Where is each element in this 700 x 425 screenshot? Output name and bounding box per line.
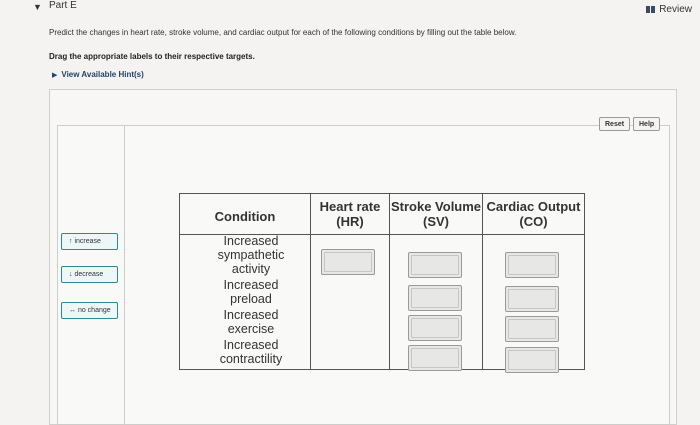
arrow-up-icon: ↑	[69, 238, 73, 245]
drop-target-co[interactable]	[505, 252, 559, 278]
label-decrease[interactable]	[61, 266, 118, 283]
part-title: Part E	[49, 0, 77, 11]
header-cardiac-output: Cardiac Output (CO)	[486, 199, 581, 229]
hints-label: View Available Hint(s)	[61, 70, 144, 79]
review-link[interactable]	[646, 4, 692, 15]
caret-right-icon: ▶	[52, 71, 58, 79]
drop-target-sv[interactable]	[408, 315, 462, 341]
help-button[interactable]: Help	[633, 117, 660, 131]
view-hints-toggle[interactable]	[52, 70, 144, 79]
review-label: Review	[659, 4, 692, 15]
instructions-text: Predict the changes in heart rate, stroke volume, and cardiac output for each of the following conditions by filling out the table below.	[49, 28, 517, 37]
label-no-change-text: no change	[77, 307, 111, 314]
condition-cell: Increased contractility	[219, 338, 283, 366]
top-bar	[0, 0, 700, 20]
drop-target-sv[interactable]	[408, 285, 462, 311]
arrow-left-right-icon: ↔	[69, 307, 76, 314]
label-decrease-text: decrease	[74, 271, 104, 278]
condition-cell: Increased exercise	[223, 308, 279, 336]
collapse-arrow-icon[interactable]: ▼	[33, 2, 42, 12]
review-book-icon	[646, 6, 656, 13]
drop-target-co[interactable]	[505, 316, 559, 342]
header-stroke-volume: Stroke Volume (SV)	[390, 199, 482, 229]
drop-target-sv[interactable]	[408, 252, 462, 278]
reset-button[interactable]: Reset	[599, 117, 630, 131]
prediction-table	[179, 193, 585, 369]
arrow-down-icon: ↓	[69, 271, 73, 278]
condition-cell: Increased preload	[223, 278, 279, 306]
header-heart-rate: Heart rate (HR)	[319, 199, 381, 229]
header-condition: Condition	[214, 208, 276, 224]
drop-target-hr[interactable]	[321, 249, 375, 275]
condition-cell: Increased sympathetic activity	[217, 234, 285, 276]
table-line	[584, 193, 585, 369]
label-increase[interactable]	[61, 233, 118, 250]
label-no-change[interactable]	[61, 302, 118, 319]
drop-target-co[interactable]	[505, 347, 559, 373]
label-increase-text: increase	[74, 238, 101, 245]
drag-instructions: Drag the appropriate labels to their respective targets.	[49, 52, 255, 61]
drop-target-co[interactable]	[505, 286, 559, 312]
drop-target-sv[interactable]	[408, 345, 462, 371]
